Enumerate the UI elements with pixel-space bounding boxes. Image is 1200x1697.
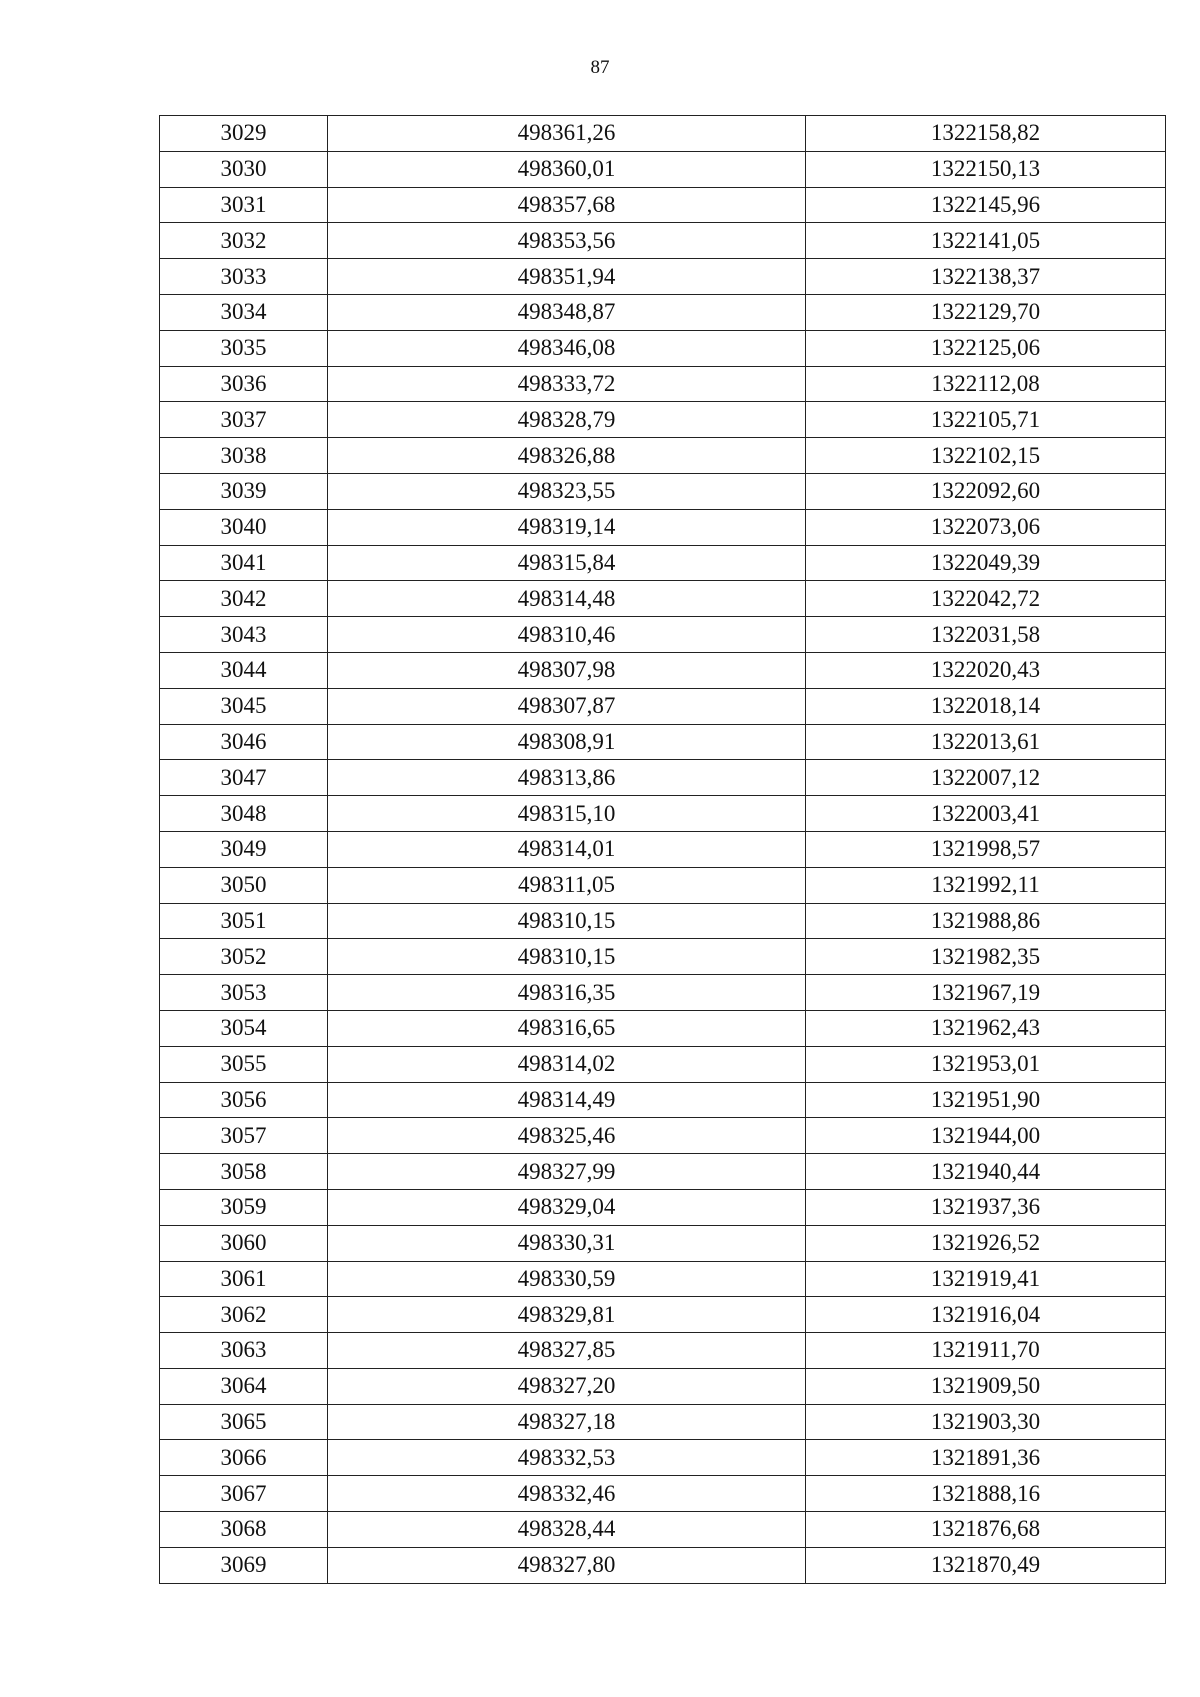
page-number: 87 [590, 57, 610, 78]
y-coordinate-cell: 1321992,11 [806, 867, 1166, 903]
x-coordinate-cell: 498361,26 [328, 116, 806, 152]
y-coordinate-cell: 1321903,30 [806, 1404, 1166, 1440]
y-coordinate-cell: 1321926,52 [806, 1225, 1166, 1261]
x-coordinate-cell: 498310,46 [328, 617, 806, 653]
table-row [160, 581, 1166, 617]
point-number-cell: 3060 [160, 1225, 328, 1261]
x-coordinate-cell: 498327,80 [328, 1547, 806, 1583]
table-row [160, 652, 1166, 688]
table-row [160, 151, 1166, 187]
table-row [160, 796, 1166, 832]
table-row [160, 294, 1166, 330]
table-row [160, 545, 1166, 581]
x-coordinate-cell: 498327,85 [328, 1333, 806, 1369]
x-coordinate-cell: 498346,08 [328, 330, 806, 366]
x-coordinate-cell: 498325,46 [328, 1118, 806, 1154]
table-row [160, 473, 1166, 509]
point-number-cell: 3042 [160, 581, 328, 617]
x-coordinate-cell: 498315,10 [328, 796, 806, 832]
x-coordinate-cell: 498360,01 [328, 151, 806, 187]
table-row [160, 867, 1166, 903]
x-coordinate-cell: 498330,31 [328, 1225, 806, 1261]
point-number-cell: 3063 [160, 1333, 328, 1369]
point-number-cell: 3040 [160, 509, 328, 545]
y-coordinate-cell: 1322138,37 [806, 259, 1166, 295]
x-coordinate-cell: 498326,88 [328, 438, 806, 474]
y-coordinate-cell: 1321937,36 [806, 1189, 1166, 1225]
x-coordinate-cell: 498330,59 [328, 1261, 806, 1297]
y-coordinate-cell: 1322031,58 [806, 617, 1166, 653]
point-number-cell: 3053 [160, 975, 328, 1011]
x-coordinate-cell: 498329,81 [328, 1297, 806, 1333]
point-number-cell: 3044 [160, 652, 328, 688]
y-coordinate-cell: 1322125,06 [806, 330, 1166, 366]
y-coordinate-cell: 1322105,71 [806, 402, 1166, 438]
y-coordinate-cell: 1321988,86 [806, 903, 1166, 939]
point-number-cell: 3037 [160, 402, 328, 438]
x-coordinate-cell: 498314,49 [328, 1082, 806, 1118]
point-number-cell: 3056 [160, 1082, 328, 1118]
table-row [160, 402, 1166, 438]
point-number-cell: 3039 [160, 473, 328, 509]
table-row [160, 1010, 1166, 1046]
point-number-cell: 3029 [160, 116, 328, 152]
table-row [160, 1189, 1166, 1225]
point-number-cell: 3038 [160, 438, 328, 474]
x-coordinate-cell: 498314,48 [328, 581, 806, 617]
y-coordinate-cell: 1322049,39 [806, 545, 1166, 581]
y-coordinate-cell: 1321916,04 [806, 1297, 1166, 1333]
point-number-cell: 3046 [160, 724, 328, 760]
table-row [160, 1440, 1166, 1476]
table-row [160, 760, 1166, 796]
y-coordinate-cell: 1321962,43 [806, 1010, 1166, 1046]
point-number-cell: 3069 [160, 1547, 328, 1583]
x-coordinate-cell: 498328,44 [328, 1512, 806, 1548]
table-row [160, 1225, 1166, 1261]
point-number-cell: 3054 [160, 1010, 328, 1046]
y-coordinate-cell: 1321919,41 [806, 1261, 1166, 1297]
table-row [160, 1476, 1166, 1512]
x-coordinate-cell: 498307,98 [328, 652, 806, 688]
point-number-cell: 3032 [160, 223, 328, 259]
y-coordinate-cell: 1322158,82 [806, 116, 1166, 152]
y-coordinate-cell: 1322141,05 [806, 223, 1166, 259]
x-coordinate-cell: 498307,87 [328, 688, 806, 724]
point-number-cell: 3030 [160, 151, 328, 187]
y-coordinate-cell: 1321998,57 [806, 831, 1166, 867]
point-number-cell: 3041 [160, 545, 328, 581]
table-row [160, 939, 1166, 975]
y-coordinate-cell: 1322013,61 [806, 724, 1166, 760]
point-number-cell: 3059 [160, 1189, 328, 1225]
x-coordinate-cell: 498327,99 [328, 1154, 806, 1190]
x-coordinate-cell: 498348,87 [328, 294, 806, 330]
table-row [160, 259, 1166, 295]
table-row [160, 1547, 1166, 1583]
point-number-cell: 3034 [160, 294, 328, 330]
y-coordinate-cell: 1322007,12 [806, 760, 1166, 796]
table-row [160, 330, 1166, 366]
x-coordinate-cell: 498313,86 [328, 760, 806, 796]
point-number-cell: 3043 [160, 617, 328, 653]
table-row [160, 438, 1166, 474]
x-coordinate-cell: 498332,46 [328, 1476, 806, 1512]
x-coordinate-cell: 498328,79 [328, 402, 806, 438]
y-coordinate-cell: 1321951,90 [806, 1082, 1166, 1118]
table-row [160, 1333, 1166, 1369]
y-coordinate-cell: 1321911,70 [806, 1333, 1166, 1369]
table-row [160, 1404, 1166, 1440]
table-row [160, 366, 1166, 402]
point-number-cell: 3050 [160, 867, 328, 903]
table-row [160, 223, 1166, 259]
y-coordinate-cell: 1321909,50 [806, 1368, 1166, 1404]
point-number-cell: 3049 [160, 831, 328, 867]
table-row [160, 1512, 1166, 1548]
x-coordinate-cell: 498333,72 [328, 366, 806, 402]
x-coordinate-cell: 498327,20 [328, 1368, 806, 1404]
point-number-cell: 3068 [160, 1512, 328, 1548]
x-coordinate-cell: 498314,01 [328, 831, 806, 867]
point-number-cell: 3055 [160, 1046, 328, 1082]
x-coordinate-cell: 498314,02 [328, 1046, 806, 1082]
point-number-cell: 3035 [160, 330, 328, 366]
table-row [160, 903, 1166, 939]
table-row [160, 1261, 1166, 1297]
x-coordinate-cell: 498357,68 [328, 187, 806, 223]
x-coordinate-cell: 498353,56 [328, 223, 806, 259]
y-coordinate-cell: 1322092,60 [806, 473, 1166, 509]
y-coordinate-cell: 1321870,49 [806, 1547, 1166, 1583]
y-coordinate-cell: 1322129,70 [806, 294, 1166, 330]
y-coordinate-cell: 1322150,13 [806, 151, 1166, 187]
x-coordinate-cell: 498315,84 [328, 545, 806, 581]
point-number-cell: 3051 [160, 903, 328, 939]
point-number-cell: 3048 [160, 796, 328, 832]
table-row [160, 1118, 1166, 1154]
y-coordinate-cell: 1321953,01 [806, 1046, 1166, 1082]
point-number-cell: 3045 [160, 688, 328, 724]
x-coordinate-cell: 498319,14 [328, 509, 806, 545]
table-row [160, 688, 1166, 724]
table-row [160, 724, 1166, 760]
table-row [160, 187, 1166, 223]
point-number-cell: 3065 [160, 1404, 328, 1440]
point-number-cell: 3033 [160, 259, 328, 295]
point-number-cell: 3058 [160, 1154, 328, 1190]
y-coordinate-cell: 1322102,15 [806, 438, 1166, 474]
coordinates-table-body [160, 116, 1166, 1584]
y-coordinate-cell: 1321891,36 [806, 1440, 1166, 1476]
x-coordinate-cell: 498310,15 [328, 939, 806, 975]
point-number-cell: 3061 [160, 1261, 328, 1297]
point-number-cell: 3062 [160, 1297, 328, 1333]
y-coordinate-cell: 1322073,06 [806, 509, 1166, 545]
point-number-cell: 3057 [160, 1118, 328, 1154]
x-coordinate-cell: 498323,55 [328, 473, 806, 509]
y-coordinate-cell: 1322018,14 [806, 688, 1166, 724]
point-number-cell: 3064 [160, 1368, 328, 1404]
y-coordinate-cell: 1321888,16 [806, 1476, 1166, 1512]
y-coordinate-cell: 1322003,41 [806, 796, 1166, 832]
x-coordinate-cell: 498311,05 [328, 867, 806, 903]
table-row [160, 831, 1166, 867]
y-coordinate-cell: 1322042,72 [806, 581, 1166, 617]
table-row [160, 1046, 1166, 1082]
x-coordinate-cell: 498329,04 [328, 1189, 806, 1225]
y-coordinate-cell: 1321876,68 [806, 1512, 1166, 1548]
point-number-cell: 3067 [160, 1476, 328, 1512]
table-row [160, 116, 1166, 152]
x-coordinate-cell: 498308,91 [328, 724, 806, 760]
y-coordinate-cell: 1321982,35 [806, 939, 1166, 975]
x-coordinate-cell: 498316,65 [328, 1010, 806, 1046]
x-coordinate-cell: 498327,18 [328, 1404, 806, 1440]
table-row [160, 1368, 1166, 1404]
point-number-cell: 3066 [160, 1440, 328, 1476]
x-coordinate-cell: 498332,53 [328, 1440, 806, 1476]
y-coordinate-cell: 1322020,43 [806, 652, 1166, 688]
point-number-cell: 3052 [160, 939, 328, 975]
y-coordinate-cell: 1322145,96 [806, 187, 1166, 223]
point-number-cell: 3036 [160, 366, 328, 402]
y-coordinate-cell: 1321967,19 [806, 975, 1166, 1011]
table-row [160, 509, 1166, 545]
table-row [160, 1082, 1166, 1118]
x-coordinate-cell: 498316,35 [328, 975, 806, 1011]
coordinates-table [159, 115, 1166, 1584]
table-row [160, 617, 1166, 653]
y-coordinate-cell: 1321940,44 [806, 1154, 1166, 1190]
x-coordinate-cell: 498310,15 [328, 903, 806, 939]
table-row [160, 1297, 1166, 1333]
y-coordinate-cell: 1321944,00 [806, 1118, 1166, 1154]
point-number-cell: 3047 [160, 760, 328, 796]
y-coordinate-cell: 1322112,08 [806, 366, 1166, 402]
point-number-cell: 3031 [160, 187, 328, 223]
x-coordinate-cell: 498351,94 [328, 259, 806, 295]
table-row [160, 1154, 1166, 1190]
table-row [160, 975, 1166, 1011]
